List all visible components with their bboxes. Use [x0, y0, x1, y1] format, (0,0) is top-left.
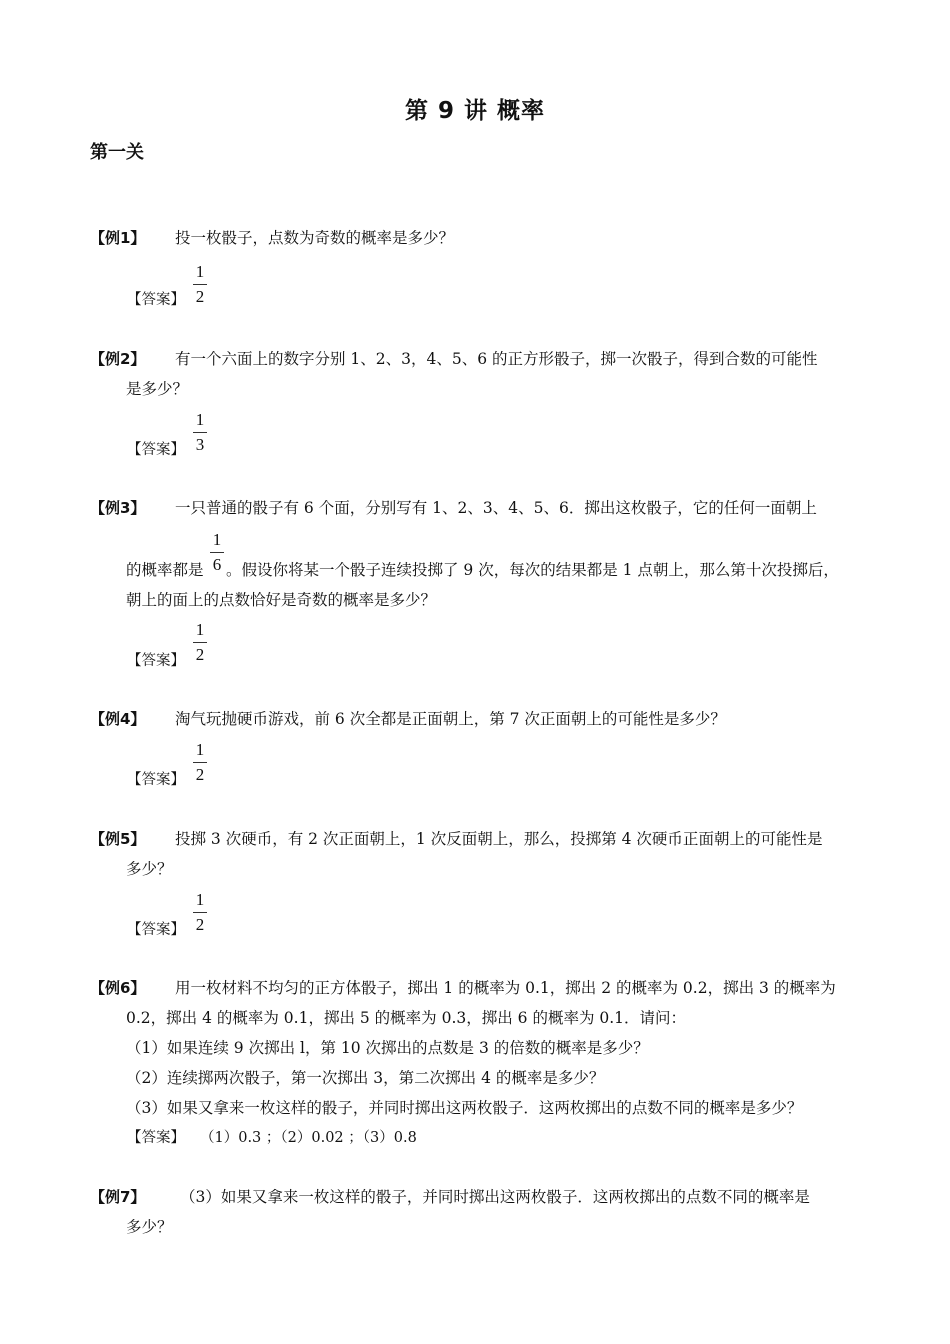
example-6-answer-text: （1）0.3 ；（2）0.02 ；（3）0.8 [200, 1130, 417, 1146]
example-1-label: 【例1】 [90, 229, 146, 247]
fraction-numerator: 1 [195, 890, 205, 909]
example-4-question: 淘气玩抛硬币游戏，前 6 次全都是正面朝上，第 7 次正面朝上的可能性是多少？ [175, 710, 726, 728]
lesson-title: 第 9 讲 概率 [404, 98, 546, 124]
fraction-numerator: 1 [212, 530, 222, 549]
example-7-label: 【例7】 [90, 1188, 146, 1206]
fraction-bar [193, 642, 207, 643]
example-7-question-line-2: 多少？ [126, 1218, 173, 1236]
fraction-bar [193, 762, 207, 763]
fraction-denominator: 2 [195, 765, 205, 784]
example-2-answer-fraction [192, 410, 208, 455]
example-6-subquestion-2: （2）连续掷两次骰子，第一次掷出 3，第二次掷出 4 的概率是多少？ [126, 1069, 605, 1087]
example-7-question-line-1: （3）如果又拿来一枚这样的骰子，并同时掷出这两枚骰子．这两枚掷出的点数不同的概率是 [180, 1188, 810, 1206]
example-3-inline-fraction [209, 530, 225, 575]
fraction-numerator: 1 [195, 410, 205, 429]
example-5-question-line-2: 多少？ [126, 860, 173, 878]
fraction-numerator: 1 [195, 740, 205, 759]
fraction-denominator: 6 [212, 555, 222, 574]
example-5-label: 【例5】 [90, 830, 146, 848]
example-3-label: 【例3】 [90, 499, 146, 517]
example-6-subquestion-3: （3）如果又拿来一枚这样的骰子，并同时掷出这两枚骰子．这两枚掷出的点数不同的概率是多少？ [126, 1099, 803, 1117]
example-6-question-line-2: 0.2，掷出 4 的概率为 0.1，掷出 5 的概率为 0.3，掷出 6 的概率为 0.1．请问： [126, 1009, 687, 1027]
example-5-question-line-1: 投掷 3 次硬币，有 2 次正面朝上，1 次反面朝上，那么，投掷第 4 次硬币正面朝上的可能性是 [175, 830, 823, 848]
example-2-question-line-1: 有一个六面上的数字分别 1、2、3，4、5、6 的正方形骰子，掷一次骰子，得到合数的可能性 [175, 350, 818, 368]
example-2-question-line-2: 是多少？ [126, 380, 189, 398]
example-6-question-line-1: 用一枚材料不均匀的正方体骰子，掷出 1 的概率为 0.1，掷出 2 的概率为 0.2，掷出 3 的概率为 [175, 979, 836, 997]
example-4-answer-label: 【答案】 [127, 772, 185, 788]
example-5-answer-fraction [192, 890, 208, 935]
example-1-answer-fraction [192, 262, 208, 307]
fraction-bar [193, 284, 207, 285]
fraction-bar [193, 432, 207, 433]
example-4-answer-fraction [192, 740, 208, 785]
example-1-answer-label: 【答案】 [127, 292, 185, 308]
example-3-question-line-2b: 。假设你将某一个骰子连续投掷了 9 次，每次的结果都是 1 点朝上，那么第十次投掷后， [226, 561, 839, 579]
fraction-denominator: 2 [195, 645, 205, 664]
example-2-label: 【例2】 [90, 350, 146, 368]
fraction-bar [193, 912, 207, 913]
example-1-question: 投一枚骰子，点数为奇数的概率是多少？ [175, 229, 455, 247]
example-6-subquestion-1: （1）如果连续 9 次掷出 l，第 10 次掷出的点数是 3 的倍数的概率是多少？ [126, 1039, 649, 1057]
example-6-label: 【例6】 [90, 979, 146, 997]
example-3-question-line-2a: 的概率都是 [126, 561, 204, 579]
example-2-answer-label: 【答案】 [127, 442, 185, 458]
example-4-label: 【例4】 [90, 710, 146, 728]
example-3-answer-label: 【答案】 [127, 653, 185, 669]
example-5-answer-label: 【答案】 [127, 922, 185, 938]
fraction-numerator: 1 [195, 620, 205, 639]
example-6-answer-label: 【答案】 [127, 1130, 185, 1146]
section-heading: 第一关 [90, 142, 144, 163]
fraction-denominator: 3 [195, 435, 205, 454]
fraction-denominator: 2 [195, 915, 205, 934]
fraction-numerator: 1 [195, 262, 205, 281]
example-3-question-line-1: 一只普通的骰子有 6 个面，分别写有 1、2、3、4、5、6．掷出这枚骰子，它的任何一面朝上 [175, 499, 817, 517]
fraction-bar [210, 552, 224, 553]
example-3-question-line-3: 朝上的面上的点数恰好是奇数的概率是多少？ [126, 591, 437, 609]
fraction-denominator: 2 [195, 287, 205, 306]
example-3-answer-fraction [192, 620, 208, 665]
